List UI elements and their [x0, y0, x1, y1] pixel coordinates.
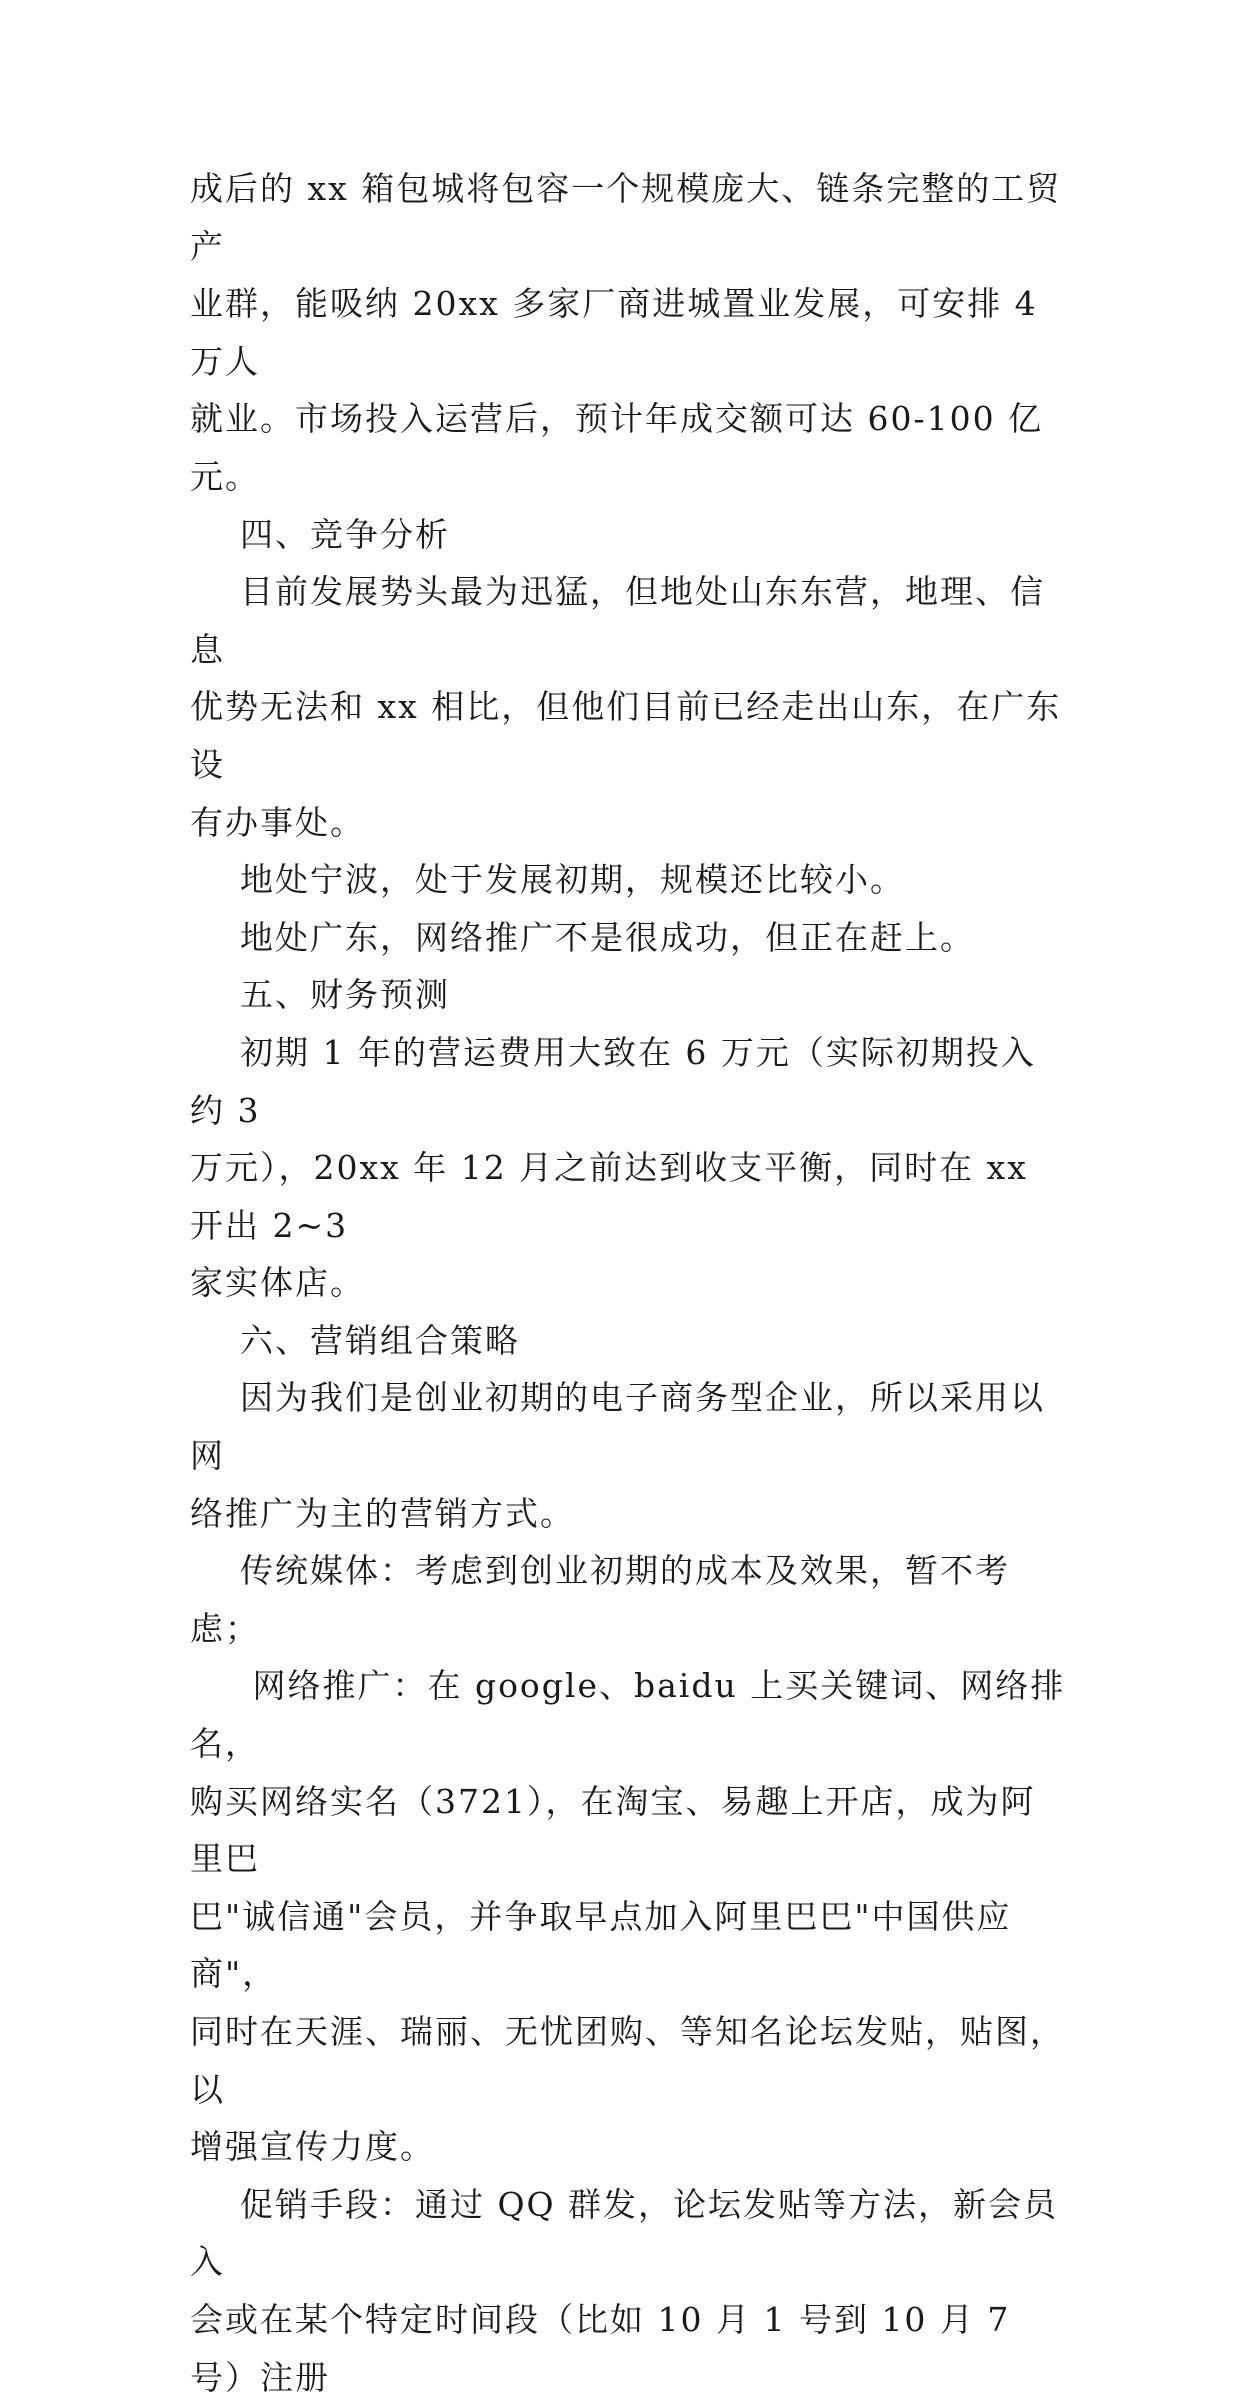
- text-line: 购买网络实名（3721），在淘宝、易趣上开店，成为阿里巴: [190, 1781, 1036, 1879]
- text-line: 万元），20xx 年 12 月之前达到收支平衡，同时在 xx 开出 2~3: [190, 1148, 1041, 1245]
- section-heading: 四、竞争分析: [190, 514, 450, 554]
- section-heading: 六、营销组合策略: [190, 1320, 520, 1360]
- document-body: [190, 160, 1070, 2406]
- text-line: 地处广东，网络推广不是很成功，但正在赶上。: [190, 917, 975, 957]
- text-line: 巴"诚信通"会员，并争取早点加入阿里巴巴"中国供应商"，: [190, 1896, 1012, 1994]
- text-line: 网络推广：在 google、baidu 上买关键词、网络排名，: [190, 1666, 1066, 1764]
- text-line: 初期 1 年的营运费用大致在 6 万元（实际初期投入约 3: [190, 1032, 1036, 1130]
- text-line: 家实体店。: [190, 1263, 365, 1303]
- text-line: 促销手段：通过 QQ 群发，论坛发贴等方法，新会员入: [190, 2184, 1059, 2282]
- text-line: 优势无法和 xx 相比，但他们目前已经走出山东，在广东设: [190, 687, 1062, 784]
- text-line: 业群，能吸纳 20xx 多家厂商进城置业发展，可安排 4 万人: [190, 284, 1051, 381]
- text-line: 同时在天涯、瑞丽、无忧团购、等知名论坛发贴，贴图，以: [190, 2012, 1065, 2109]
- text-line: 传统媒体：考虑到创业初期的成本及效果，暂不考虑；: [190, 1551, 1010, 1648]
- text-line: 因为我们是创业初期的电子商务型企业，所以采用以网: [190, 1378, 1045, 1476]
- text-line: 地处宁波，处于发展初期，规模还比较小。: [190, 860, 905, 900]
- text-line: 成后的 xx 箱包城将包容一个规模庞大、链条完整的工贸产: [190, 169, 1062, 266]
- text-line: 目前发展势头最为迅猛，但地处山东东营，地理、信息: [190, 572, 1045, 669]
- text-line: 有办事处。: [190, 802, 365, 842]
- text-line: 会或在某个特定时间段（比如 10 月 1 号到 10 月 7 号）注册: [190, 2299, 1023, 2397]
- text-line: 就业。市场投入运营后，预计年成交额可达 60-100 亿元。: [190, 399, 1044, 496]
- text-line: 增强宣传力度。: [190, 2127, 435, 2167]
- text-line: 络推广为主的营销方式。: [190, 1493, 575, 1533]
- section-heading: 五、财务预测: [190, 975, 450, 1015]
